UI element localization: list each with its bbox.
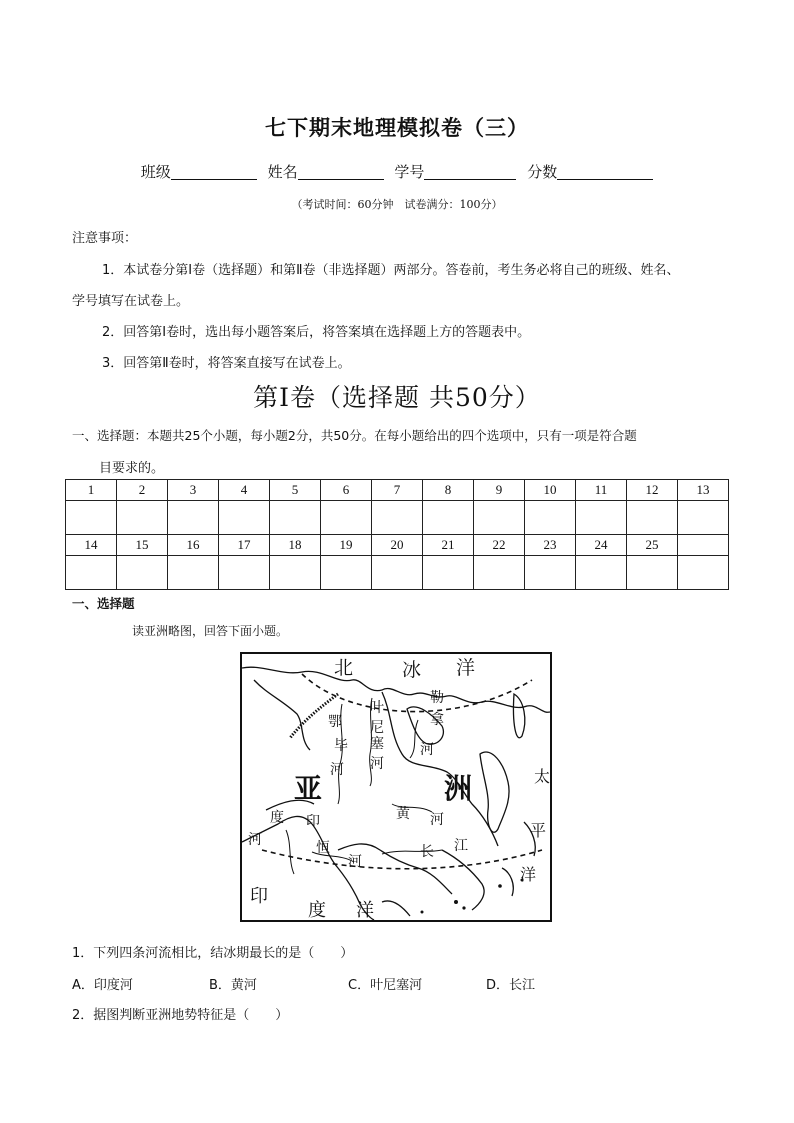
map-label-du: 度 bbox=[270, 810, 284, 826]
id-label: 学号 bbox=[394, 163, 425, 181]
map-label-na: 拿 bbox=[430, 712, 444, 728]
notice-item-2: 2．回答第Ⅰ卷时，选出每小题答案后，将答案填在选择题上方的答题表中。 bbox=[102, 325, 531, 340]
map-label-yin: 印 bbox=[306, 814, 320, 830]
score-blank[interactable] bbox=[557, 163, 653, 180]
map-label-yang-north: 洋 bbox=[456, 657, 476, 679]
answer-cell[interactable] bbox=[474, 556, 525, 590]
answer-number-cell: 13 bbox=[678, 480, 729, 501]
map-label-le: 勒 bbox=[430, 690, 444, 706]
answer-cell[interactable] bbox=[168, 556, 219, 590]
page-title: 七下期末地理模拟卷（三） bbox=[265, 116, 529, 140]
answer-number-cell: 16 bbox=[168, 535, 219, 556]
class-label: 班级 bbox=[140, 163, 171, 181]
map-label-huang: 黄 bbox=[396, 806, 410, 822]
answer-cell[interactable] bbox=[66, 501, 117, 535]
map-label-he-lena: 河 bbox=[420, 742, 434, 758]
islands bbox=[421, 879, 524, 914]
exam-time-note: （考试时间：60分钟 试卷满分：100分） bbox=[291, 198, 503, 211]
score-label: 分数 bbox=[527, 163, 558, 181]
map-label-yin-south: 印 bbox=[250, 886, 268, 907]
map-label-ping: 平 bbox=[530, 821, 547, 840]
question-1-option-d[interactable]: D．长江 bbox=[486, 978, 536, 993]
answer-cell[interactable] bbox=[525, 501, 576, 535]
answer-cell[interactable] bbox=[678, 501, 729, 535]
coastlines bbox=[242, 667, 550, 920]
map-label-he-indus: 河 bbox=[248, 832, 262, 848]
answer-number-cell: 23 bbox=[525, 535, 576, 556]
answer-number-cell: 1 bbox=[66, 480, 117, 501]
map-label-e: 鄂 bbox=[328, 714, 342, 730]
answer-number-cell: 6 bbox=[321, 480, 372, 501]
answer-cell[interactable] bbox=[321, 556, 372, 590]
question-1-option-a[interactable]: A．印度河 bbox=[72, 978, 133, 993]
answer-number-cell: 10 bbox=[525, 480, 576, 501]
answer-cell[interactable] bbox=[168, 501, 219, 535]
answer-number-cell: 25 bbox=[627, 535, 678, 556]
answer-cell[interactable] bbox=[372, 501, 423, 535]
answer-number-cell: 11 bbox=[576, 480, 627, 501]
choice-instruction: 一、选择题：本题共25个小题，每小题2分，共50分。在每小题给出的四个选项中，只有一项是符合题 bbox=[72, 428, 637, 443]
answer-number-cell: 14 bbox=[66, 535, 117, 556]
answer-cell[interactable] bbox=[627, 556, 678, 590]
map-label-chang: 长 bbox=[420, 844, 434, 860]
id-blank[interactable] bbox=[424, 163, 516, 180]
subsection-title: 一、选择题 bbox=[72, 596, 135, 611]
answer-cell[interactable] bbox=[423, 501, 474, 535]
map-intro: 读亚洲略图，回答下面小题。 bbox=[132, 624, 289, 638]
question-1-option-b[interactable]: B．黄河 bbox=[209, 978, 257, 993]
choice-instruction-cont: 目要求的。 bbox=[99, 461, 165, 476]
answer-cell[interactable] bbox=[678, 556, 729, 590]
question-1-stem: 1．下列四条河流相比，结冰期最长的是（ ） bbox=[72, 946, 354, 961]
answer-number-cell: 9 bbox=[474, 480, 525, 501]
notice-item-1-cont: 学号填写在试卷上。 bbox=[72, 294, 190, 309]
answer-number-cell: 18 bbox=[270, 535, 321, 556]
map-label-ye: 叶 bbox=[370, 700, 384, 716]
notice-heading: 注意事项： bbox=[72, 231, 138, 246]
map-label-he-ob: 河 bbox=[330, 762, 344, 778]
map-label-bi: 毕 bbox=[334, 738, 348, 754]
answer-number-cell: 8 bbox=[423, 480, 474, 501]
answer-table bbox=[65, 479, 729, 590]
map-label-ni: 尼 bbox=[370, 720, 384, 736]
map-label-jiang: 江 bbox=[454, 838, 468, 854]
asia-map-svg bbox=[242, 654, 550, 920]
answer-cell[interactable] bbox=[321, 501, 372, 535]
answer-number-cell: 17 bbox=[219, 535, 270, 556]
answer-number-cell: 12 bbox=[627, 480, 678, 501]
answer-cell[interactable] bbox=[576, 556, 627, 590]
answer-number-cell: 24 bbox=[576, 535, 627, 556]
answer-cell[interactable] bbox=[219, 501, 270, 535]
class-blank[interactable] bbox=[171, 163, 257, 180]
answer-cell[interactable] bbox=[117, 501, 168, 535]
map-label-he-yenisei: 河 bbox=[370, 756, 384, 772]
map-label-yang-south: 洋 bbox=[356, 900, 374, 920]
map-label-du-south: 度 bbox=[308, 900, 326, 920]
notice-item-3: 3．回答第Ⅱ卷时，将答案直接写在试卷上。 bbox=[102, 356, 351, 371]
question-2-stem: 2．据图判断亚洲地势特征是（ ） bbox=[72, 1008, 289, 1023]
map-label-he-huang: 河 bbox=[430, 812, 444, 828]
student-info-row bbox=[0, 161, 794, 182]
answer-number-cell bbox=[678, 535, 729, 556]
answer-number-cell: 5 bbox=[270, 480, 321, 501]
notice-item-1: 1．本试卷分第Ⅰ卷（选择题）和第Ⅱ卷（非选择题）两部分。答卷前，考生务必将自己的班级、姓名、 bbox=[102, 263, 680, 278]
map-label-tai: 太 bbox=[534, 767, 550, 786]
answer-number-cell: 15 bbox=[117, 535, 168, 556]
map-label-bing: 冰 bbox=[402, 659, 422, 681]
section-1-title: 第Ⅰ卷（选择题 共50分） bbox=[253, 383, 541, 412]
map-label-zhou: 洲 bbox=[444, 772, 473, 805]
answer-number-cell: 2 bbox=[117, 480, 168, 501]
map-label-sai: 塞 bbox=[370, 736, 384, 752]
map-label-yang-east: 洋 bbox=[520, 865, 537, 884]
answer-cell[interactable] bbox=[117, 556, 168, 590]
answer-cell[interactable] bbox=[474, 501, 525, 535]
answer-cell[interactable] bbox=[372, 556, 423, 590]
answer-number-cell: 21 bbox=[423, 535, 474, 556]
answer-number-cell: 19 bbox=[321, 535, 372, 556]
answer-cell[interactable] bbox=[423, 556, 474, 590]
tropic-line bbox=[262, 850, 542, 869]
map-label-heng: 恒 bbox=[316, 840, 330, 856]
name-label: 姓名 bbox=[267, 163, 298, 181]
map-label-ya: 亚 bbox=[294, 772, 323, 805]
map-label-bei: 北 bbox=[334, 657, 354, 679]
answer-number-cell: 3 bbox=[168, 480, 219, 501]
answer-cell[interactable] bbox=[270, 556, 321, 590]
answer-cell[interactable] bbox=[66, 556, 117, 590]
answer-cell[interactable] bbox=[270, 501, 321, 535]
question-1-option-c[interactable]: C．叶尼塞河 bbox=[348, 978, 423, 993]
answer-number-cell: 20 bbox=[372, 535, 423, 556]
answer-cell[interactable] bbox=[627, 501, 678, 535]
answer-number-cell: 22 bbox=[474, 535, 525, 556]
answer-number-cell: 7 bbox=[372, 480, 423, 501]
name-blank[interactable] bbox=[298, 163, 384, 180]
answer-number-cell: 4 bbox=[219, 480, 270, 501]
asia-map bbox=[240, 652, 552, 922]
answer-cell[interactable] bbox=[219, 556, 270, 590]
map-label-he-ganges: 河 bbox=[348, 854, 362, 870]
answer-cell[interactable] bbox=[525, 556, 576, 590]
answer-cell[interactable] bbox=[576, 501, 627, 535]
